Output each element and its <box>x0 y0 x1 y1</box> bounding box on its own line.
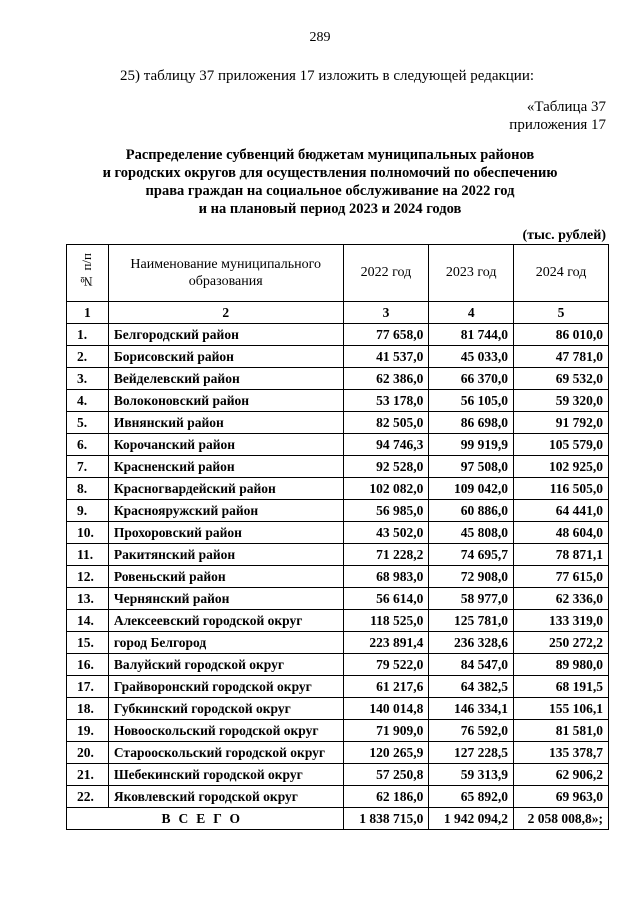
units-label: (тыс. рублей) <box>522 228 606 243</box>
row-name: Новооскольский городской округ <box>108 720 343 742</box>
row-value-2022: 71 228,2 <box>343 544 429 566</box>
index-cell: 3 <box>343 302 429 324</box>
row-name: Белгородский район <box>108 324 343 346</box>
row-name: Старооскольский городской округ <box>108 742 343 764</box>
row-value-2023: 66 370,0 <box>429 368 514 390</box>
row-number: 5. <box>67 412 109 434</box>
row-value-2022: 56 614,0 <box>343 588 429 610</box>
row-value-2024: 116 505,0 <box>514 478 609 500</box>
caption-line-1: «Таблица 37 <box>526 99 606 115</box>
row-number: 22. <box>67 786 109 808</box>
row-name: Краснояружский район <box>108 500 343 522</box>
row-value-2022: 56 985,0 <box>343 500 429 522</box>
row-number: 9. <box>67 500 109 522</box>
caption-line-2: приложения 17 <box>509 117 606 133</box>
row-value-2024: 48 604,0 <box>514 522 609 544</box>
header-2023: 2023 год <box>429 245 514 302</box>
row-value-2024: 77 615,0 <box>514 566 609 588</box>
row-value-2024: 135 378,7 <box>514 742 609 764</box>
row-value-2024: 47 781,0 <box>514 346 609 368</box>
table-row <box>67 412 609 434</box>
page-number: 289 <box>309 30 331 45</box>
row-name: Яковлевский городской округ <box>108 786 343 808</box>
table-header-row <box>67 245 609 302</box>
row-value-2024: 62 336,0 <box>514 588 609 610</box>
row-name: Грайворонский городской округ <box>108 676 343 698</box>
table-row <box>67 500 609 522</box>
index-cell: 5 <box>514 302 609 324</box>
subventions-table <box>66 244 609 830</box>
table-row <box>67 368 609 390</box>
row-value-2022: 62 186,0 <box>343 786 429 808</box>
row-number: 11. <box>67 544 109 566</box>
header-num <box>67 245 109 302</box>
index-cell: 1 <box>67 302 109 324</box>
table-row <box>67 478 609 500</box>
row-value-2023: 99 919,9 <box>429 434 514 456</box>
row-number: 2. <box>67 346 109 368</box>
table-row <box>67 434 609 456</box>
row-number: 13. <box>67 588 109 610</box>
total-label: ВСЕГО <box>67 808 344 830</box>
row-number: 18. <box>67 698 109 720</box>
row-name: Шебекинский городской округ <box>108 764 343 786</box>
row-name: Прохоровский район <box>108 522 343 544</box>
header-2024: 2024 год <box>514 245 609 302</box>
row-value-2023: 64 382,5 <box>429 676 514 698</box>
row-number: 10. <box>67 522 109 544</box>
row-number: 12. <box>67 566 109 588</box>
header-name: Наименование муниципального образования <box>108 245 343 302</box>
table-row <box>67 566 609 588</box>
row-value-2023: 58 977,0 <box>429 588 514 610</box>
table-row <box>67 544 609 566</box>
column-index-row <box>67 302 609 324</box>
row-name: Алексеевский городской округ <box>108 610 343 632</box>
row-value-2022: 140 014,8 <box>343 698 429 720</box>
table-row <box>67 610 609 632</box>
table-row <box>67 764 609 786</box>
row-value-2023: 84 547,0 <box>429 654 514 676</box>
row-value-2023: 125 781,0 <box>429 610 514 632</box>
row-value-2024: 133 319,0 <box>514 610 609 632</box>
total-2023: 1 942 094,2 <box>429 808 514 830</box>
row-name: Борисовский район <box>108 346 343 368</box>
row-number: 8. <box>67 478 109 500</box>
title-line-2: и городских округов для осуществления полномочий по обеспечению <box>102 165 558 181</box>
table-row <box>67 522 609 544</box>
row-number: 20. <box>67 742 109 764</box>
row-number: 3. <box>67 368 109 390</box>
row-value-2022: 118 525,0 <box>343 610 429 632</box>
row-value-2024: 64 441,0 <box>514 500 609 522</box>
row-number: 14. <box>67 610 109 632</box>
row-value-2024: 69 963,0 <box>514 786 609 808</box>
row-name: Валуйский городской округ <box>108 654 343 676</box>
row-value-2024: 105 579,0 <box>514 434 609 456</box>
row-value-2024: 69 532,0 <box>514 368 609 390</box>
row-value-2022: 92 528,0 <box>343 456 429 478</box>
table-row <box>67 390 609 412</box>
row-value-2022: 53 178,0 <box>343 390 429 412</box>
row-value-2024: 68 191,5 <box>514 676 609 698</box>
intro-text: 25) таблицу 37 приложения 17 изложить в следующей редакции: <box>120 68 535 84</box>
row-value-2023: 45 808,0 <box>429 522 514 544</box>
row-name: город Белгород <box>108 632 343 654</box>
row-number: 7. <box>67 456 109 478</box>
table-row <box>67 632 609 654</box>
index-cell: 4 <box>429 302 514 324</box>
row-value-2022: 62 386,0 <box>343 368 429 390</box>
row-number: 15. <box>67 632 109 654</box>
row-name: Ракитянский район <box>108 544 343 566</box>
row-value-2022: 68 983,0 <box>343 566 429 588</box>
row-value-2022: 120 265,9 <box>343 742 429 764</box>
index-cell: 2 <box>108 302 343 324</box>
table-row <box>67 324 609 346</box>
row-value-2024: 78 871,1 <box>514 544 609 566</box>
row-number: 17. <box>67 676 109 698</box>
row-value-2024: 89 980,0 <box>514 654 609 676</box>
row-value-2024: 62 906,2 <box>514 764 609 786</box>
row-name: Волоконовский район <box>108 390 343 412</box>
document-title <box>60 146 600 218</box>
table-row <box>67 456 609 478</box>
total-2022: 1 838 715,0 <box>343 808 429 830</box>
table-row <box>67 654 609 676</box>
table-row <box>67 720 609 742</box>
table-caption <box>509 98 606 134</box>
row-value-2022: 82 505,0 <box>343 412 429 434</box>
row-value-2023: 56 105,0 <box>429 390 514 412</box>
row-value-2022: 57 250,8 <box>343 764 429 786</box>
row-value-2023: 81 744,0 <box>429 324 514 346</box>
header-2022: 2022 год <box>343 245 429 302</box>
title-line-1: Распределение субвенций бюджетам муниципальных районов <box>125 147 535 163</box>
row-value-2023: 86 698,0 <box>429 412 514 434</box>
table-row <box>67 676 609 698</box>
row-value-2023: 74 695,7 <box>429 544 514 566</box>
row-number: 4. <box>67 390 109 412</box>
row-value-2024: 155 106,1 <box>514 698 609 720</box>
row-value-2024: 91 792,0 <box>514 412 609 434</box>
row-value-2024: 59 320,0 <box>514 390 609 412</box>
row-number: 21. <box>67 764 109 786</box>
row-number: 19. <box>67 720 109 742</box>
row-number: 1. <box>67 324 109 346</box>
table-row <box>67 786 609 808</box>
row-value-2023: 60 886,0 <box>429 500 514 522</box>
row-value-2022: 41 537,0 <box>343 346 429 368</box>
row-value-2024: 86 010,0 <box>514 324 609 346</box>
row-value-2022: 43 502,0 <box>343 522 429 544</box>
table-row <box>67 588 609 610</box>
row-value-2022: 102 082,0 <box>343 478 429 500</box>
row-value-2024: 81 581,0 <box>514 720 609 742</box>
row-value-2022: 61 217,6 <box>343 676 429 698</box>
row-name: Корочанский район <box>108 434 343 456</box>
table-row <box>67 742 609 764</box>
table-row <box>67 698 609 720</box>
title-line-3: права граждан на социальное обслуживание на 2022 год <box>145 183 515 199</box>
row-value-2022: 71 909,0 <box>343 720 429 742</box>
row-value-2023: 45 033,0 <box>429 346 514 368</box>
row-value-2023: 76 592,0 <box>429 720 514 742</box>
row-value-2022: 223 891,4 <box>343 632 429 654</box>
row-value-2024: 102 925,0 <box>514 456 609 478</box>
row-name: Ровеньский район <box>108 566 343 588</box>
row-name: Красногвардейский район <box>108 478 343 500</box>
total-2024: 2 058 008,8»; <box>514 808 609 830</box>
title-line-4: и на плановый период 2023 и 2024 годов <box>198 201 462 217</box>
header-num-label: № п/п <box>79 252 95 289</box>
row-value-2023: 59 313,9 <box>429 764 514 786</box>
row-value-2022: 79 522,0 <box>343 654 429 676</box>
row-value-2024: 250 272,2 <box>514 632 609 654</box>
row-number: 16. <box>67 654 109 676</box>
row-value-2022: 94 746,3 <box>343 434 429 456</box>
row-value-2023: 72 908,0 <box>429 566 514 588</box>
table-row <box>67 346 609 368</box>
row-value-2023: 109 042,0 <box>429 478 514 500</box>
row-name: Губкинский городской округ <box>108 698 343 720</box>
row-name: Вейделевский район <box>108 368 343 390</box>
row-value-2023: 97 508,0 <box>429 456 514 478</box>
row-name: Ивнянский район <box>108 412 343 434</box>
row-value-2023: 236 328,6 <box>429 632 514 654</box>
row-name: Чернянский район <box>108 588 343 610</box>
row-value-2023: 127 228,5 <box>429 742 514 764</box>
row-value-2022: 77 658,0 <box>343 324 429 346</box>
row-value-2023: 146 334,1 <box>429 698 514 720</box>
row-value-2023: 65 892,0 <box>429 786 514 808</box>
total-row <box>67 808 609 830</box>
row-name: Красненский район <box>108 456 343 478</box>
row-number: 6. <box>67 434 109 456</box>
